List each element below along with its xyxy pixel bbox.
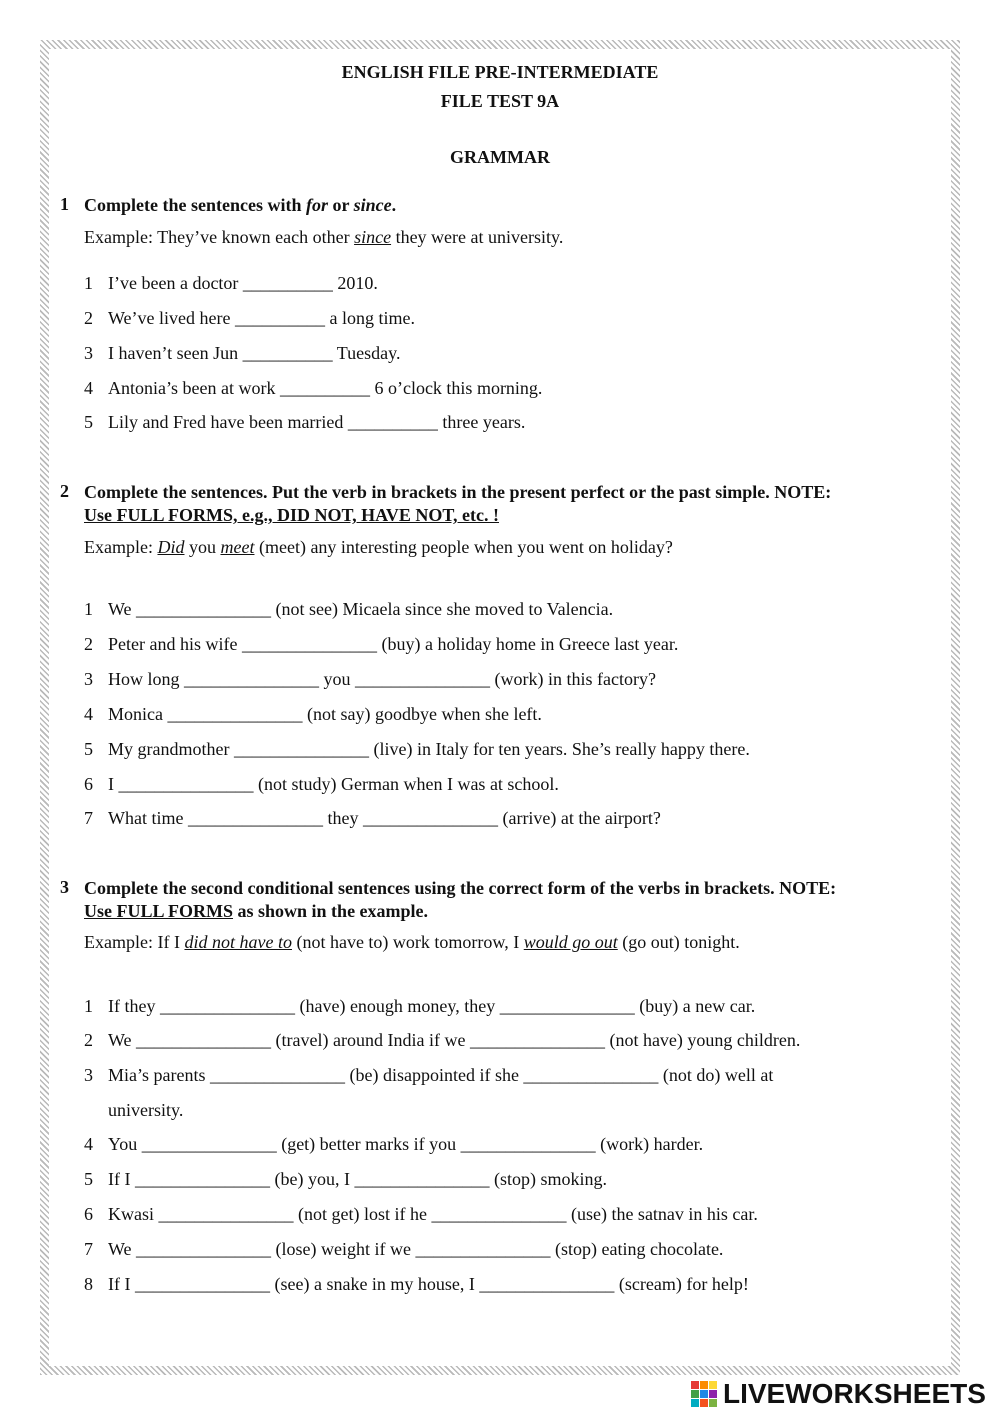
worksheet-title: ENGLISH FILE PRE-INTERMEDIATE (341, 62, 659, 82)
question-item[interactable]: 6 Kwasi _______________ (not get) lost if he _______________ (use) the satnav in his car. (84, 1204, 758, 1224)
exercise-example: Example: They’ve known each other since they were at university. (84, 227, 564, 247)
section-heading: GRAMMAR (450, 147, 550, 167)
logo-tile (700, 1381, 708, 1389)
logo-tile (691, 1399, 699, 1407)
question-item[interactable]: 4 Antonia’s been at work __________ 6 o’clock this morning. (84, 378, 543, 398)
logo-tile (700, 1390, 708, 1398)
worksheet-subtitle: FILE TEST 9A (440, 91, 560, 111)
question-item[interactable]: 1 I’ve been a doctor __________ 2010. (84, 273, 378, 293)
logo-tile (709, 1399, 717, 1407)
exercise-example: Example: If I did not have to (not have to) work tomorrow, I would go out (go out) tonight. (84, 932, 740, 952)
question-item[interactable]: 2 We’ve lived here __________ a long time. (84, 308, 415, 328)
logo-tile (709, 1390, 717, 1398)
logo-tile (709, 1381, 717, 1389)
question-item[interactable]: 5 If I _______________ (be) you, I _______________ (stop) smoking. (84, 1169, 607, 1189)
liveworksheets-logo-text: LIVEWORKSHEETS (723, 1378, 986, 1409)
question-item[interactable]: 7 We _______________ (lose) weight if we _______________ (stop) eating chocolate. (84, 1239, 724, 1259)
question-item[interactable]: 4 You _______________ (get) better marks if you _______________ (work) harder. (84, 1134, 704, 1154)
liveworksheets-logo-icon (691, 1381, 717, 1407)
logo-tile (700, 1399, 708, 1407)
exercise-number: 3 (60, 877, 69, 897)
exercise-instruction: Complete the sentences. Put the verb in brackets in the present perfect or the past simple. NOTE: Use FULL FORMS, e.g., DID NOT, HAVE NOT, etc. ! (84, 482, 832, 525)
exercise-instruction: Complete the sentences with for or since. (84, 195, 397, 215)
liveworksheets-logo[interactable] (691, 1379, 986, 1409)
exercise-instruction: Complete the second conditional sentences using the correct form of the verbs in brackets. NOTE: Use FULL FORMS as shown in the example. (84, 878, 837, 921)
question-item[interactable]: 1 If they _______________ (have) enough money, they _______________ (buy) a new car. (84, 996, 756, 1016)
logo-tile (691, 1390, 699, 1398)
logo-tile (691, 1381, 699, 1389)
question-item[interactable]: 3 How long _______________ you _______________ (work) in this factory? (84, 669, 656, 689)
exercise-number: 2 (60, 481, 69, 501)
question-item[interactable]: 4 Monica _______________ (not say) goodbye when she left. (84, 704, 542, 724)
question-item[interactable]: 7 What time _______________ they _______________ (arrive) at the airport? (84, 808, 661, 828)
question-item[interactable]: 3 I haven’t seen Jun __________ Tuesday. (84, 343, 401, 363)
question-item[interactable]: 5 Lily and Fred have been married __________ three years. (84, 412, 526, 432)
question-item[interactable]: 8 If I _______________ (see) a snake in my house, I _______________ (scream) for help! (84, 1274, 749, 1294)
question-item[interactable]: 1 We _______________ (not see) Micaela since she moved to Valencia. (84, 599, 614, 619)
question-item-continuation: university. (108, 1100, 184, 1120)
question-item[interactable]: 3 Mia’s parents _______________ (be) disappointed if she _______________ (not do) well at (84, 1065, 774, 1085)
question-item[interactable]: 6 I _______________ (not study) German when I was at school. (84, 774, 559, 794)
exercise-example: Example: Did you meet (meet) any interesting people when you went on holiday? (84, 537, 673, 557)
exercise-number: 1 (60, 194, 69, 214)
question-item[interactable]: 2 Peter and his wife _______________ (buy) a holiday home in Greece last year. (84, 634, 679, 654)
question-item[interactable]: 2 We _______________ (travel) around India if we _______________ (not have) young children. (84, 1030, 801, 1050)
question-item[interactable]: 5 My grandmother _______________ (live) in Italy for ten years. She’s really happy there. (84, 739, 750, 759)
